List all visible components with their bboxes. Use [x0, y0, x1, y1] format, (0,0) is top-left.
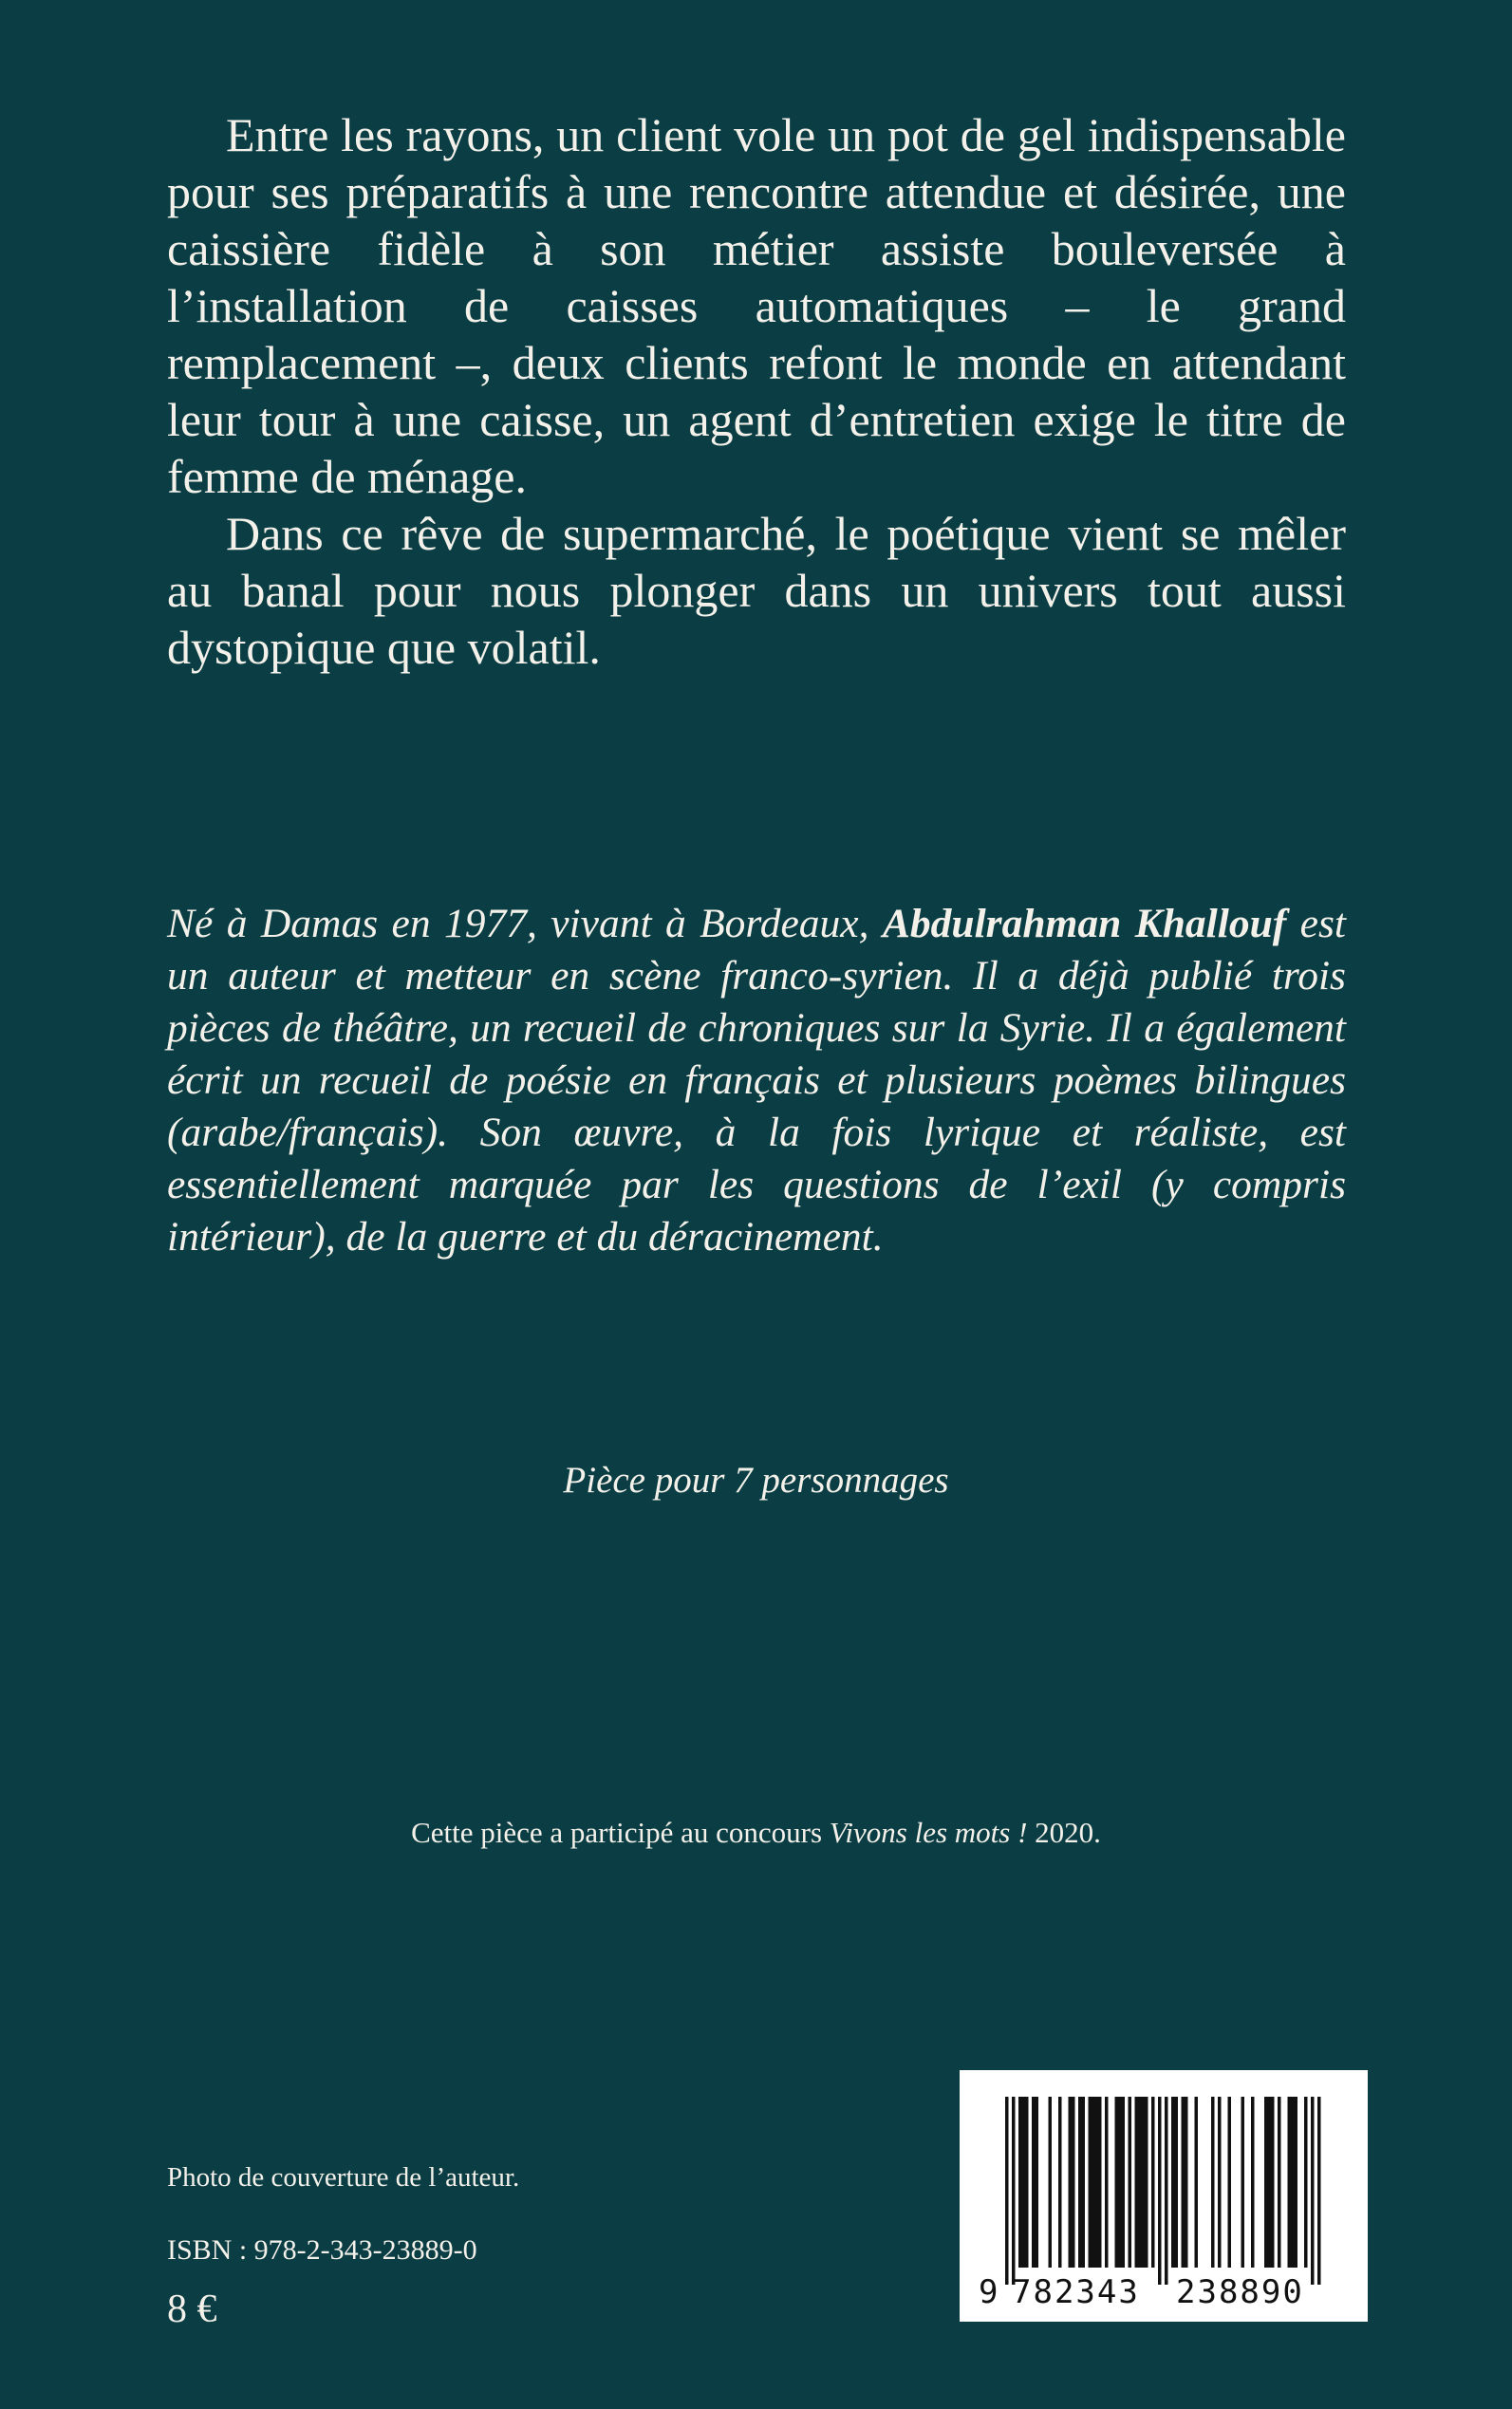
- barcode-bar: [1288, 2097, 1292, 2268]
- price: 8 €: [167, 2288, 217, 2331]
- barcode-bar: [1278, 2097, 1281, 2268]
- barcode-bar: [1151, 2097, 1155, 2268]
- barcode-left-digits: 782343: [1012, 2273, 1140, 2311]
- isbn: ISBN : 978-2-343-23889-0: [167, 2234, 477, 2266]
- bio-text: est un auteur et metteur en scène franco-syrien. Il a déjà publié trois pièces de théâtre, un recueil de chroniques sur la Syrie. Il a également écrit un recueil de poésie en français et plusieurs poèmes bilingues (arabe/français). Son œuvre, à la fois lyrique et réaliste, est essentiellement marquée par les questions de l’exil (y compris intérieur), de la guerre et du déracinement.: [167, 901, 1347, 1260]
- barcode-bar: [1092, 2097, 1095, 2268]
- barcode-bar: [1049, 2097, 1053, 2268]
- barcode-bar: [1304, 2097, 1308, 2268]
- contest-suffix: 2020.: [1027, 1816, 1101, 1849]
- barcode-bar: [1311, 2097, 1315, 2285]
- barcode-bar: [1072, 2097, 1075, 2268]
- barcode-bar: [1291, 2097, 1295, 2268]
- barcode-bar: [1158, 2097, 1162, 2285]
- barcode-bar: [1165, 2097, 1168, 2285]
- contest-note: [0, 1813, 1512, 1853]
- barcode-bar: [1022, 2097, 1026, 2268]
- barcode-bar: [1098, 2097, 1102, 2268]
- author-bio: [167, 898, 1346, 1263]
- barcode-bar: [1218, 2097, 1222, 2268]
- barcode-bar: [1175, 2097, 1179, 2268]
- contest-title: Vivons les mots !: [829, 1816, 1028, 1849]
- barcode-bar: [1032, 2097, 1036, 2268]
- barcode-bar: [1271, 2097, 1275, 2268]
- barcode-bar: [1058, 2097, 1062, 2268]
- blurb: [167, 106, 1346, 676]
- barcode-bar: [1122, 2097, 1126, 2268]
- barcode-first-digit: 9: [979, 2273, 999, 2311]
- barcode-bar: [1005, 2097, 1009, 2285]
- barcode-bar: [1078, 2097, 1082, 2268]
- barcode-bar: [1145, 2097, 1148, 2268]
- barcode-right-digits: 238890: [1176, 2273, 1304, 2311]
- barcode-bar: [1295, 2097, 1298, 2268]
- barcode-bar: [1251, 2097, 1255, 2268]
- barcode-bar: [1317, 2097, 1321, 2285]
- blurb-paragraph-2: Dans ce rêve de supermarché, le poétique vient se mêler au banal pour nous plonger dans un univers tout aussi dystopique que volatil.: [167, 507, 1346, 674]
- barcode-bar: [1228, 2097, 1232, 2268]
- barcode-bar: [1105, 2097, 1109, 2268]
- barcode-bar: [1182, 2097, 1185, 2268]
- barcode-bar: [1036, 2097, 1039, 2268]
- barcode-bar: [1138, 2097, 1142, 2268]
- barcode-graphic: [960, 2070, 1368, 2322]
- barcode-bar: [1211, 2097, 1215, 2268]
- barcode-bar: [1012, 2097, 1016, 2285]
- barcode-bar: [1135, 2097, 1139, 2268]
- photo-credit: Photo de couverture de l’auteur.: [167, 2162, 520, 2193]
- barcode-bar: [1171, 2097, 1175, 2268]
- cast-note: Pièce pour 7 personnages: [563, 1460, 949, 1501]
- barcode-bar: [1129, 2097, 1132, 2268]
- barcode-bar: [1018, 2097, 1022, 2268]
- barcode-bar: [1268, 2097, 1272, 2268]
- barcode-bar: [1264, 2097, 1268, 2268]
- barcode-bar: [1095, 2097, 1099, 2268]
- blurb-paragraph-1: Entre les rayons, un client vole un pot de gel indispensable pour ses préparatifs à une rencontre attendue et désirée, une caissière fidèle à son métier assiste bouleversée à l’installation de caisses automatiques – le grand remplacement –, deux clients refont le monde en attendant leur tour à une caisse, un agent d’entretien exige le titre de femme de ménage.: [167, 108, 1346, 503]
- barcode-bar: [1025, 2097, 1029, 2268]
- barcode-bar: [1118, 2097, 1122, 2268]
- contest-prefix: Cette pièce a participé au concours: [411, 1816, 830, 1849]
- barcode: [960, 2070, 1368, 2322]
- barcode-bar: [1082, 2097, 1086, 2268]
- barcode-bar: [1142, 2097, 1146, 2268]
- bio-intro: Né à Damas en 1977, vivant à Bordeaux,: [167, 901, 883, 946]
- author-name: Abdulrahman Khallouf: [882, 901, 1287, 946]
- barcode-bar: [1069, 2097, 1073, 2268]
- barcode-bar: [1185, 2097, 1188, 2268]
- barcode-bar: [1115, 2097, 1119, 2268]
- barcode-bar: [1195, 2097, 1199, 2268]
- barcode-bar: [1241, 2097, 1245, 2268]
- barcode-bar: [1089, 2097, 1092, 2268]
- barcode-bars: [1005, 2097, 1321, 2285]
